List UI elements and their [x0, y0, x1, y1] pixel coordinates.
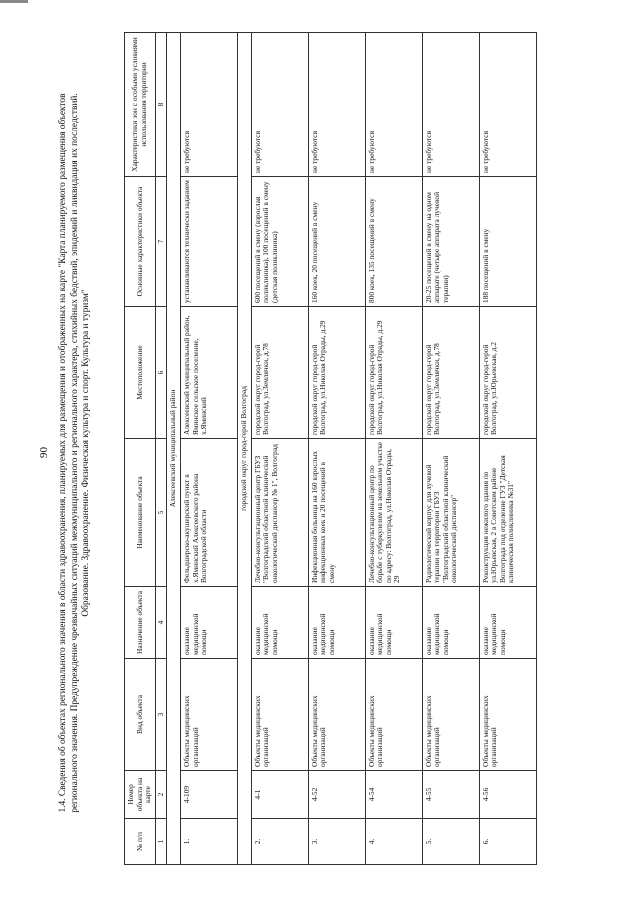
object-id: 4-56 [479, 771, 536, 819]
object-place: Алексеевский муниципальный район, Яминское сельское поселение, х.Яминский [180, 307, 237, 439]
table-row [479, 33, 536, 865]
object-name: Инфекционная больница на 160 взрослых инфекционных коек и 20 посещений в смену [308, 439, 365, 587]
object-place: городской округ город-герой Волгоград, ул.Землячки, д.78 [251, 307, 308, 439]
object-purpose: оказание медицинской помощи [251, 587, 308, 659]
object-place: городской округ город-герой Волгоград, ул.Юрьевская, д.2 [479, 307, 536, 439]
object-zones: не требуются [251, 33, 308, 177]
object-name: Фельдшерско-акушерский пункт в х.Яминский Алексеевского района Волгоградской области [180, 439, 237, 587]
table-row [251, 33, 308, 865]
column-number: 7 [155, 177, 167, 307]
column-number-row [155, 33, 167, 865]
object-kind: Объекты медицинских организаций [308, 659, 365, 771]
object-kind: Объекты медицинских организаций [365, 659, 422, 771]
column-number: 8 [155, 33, 167, 177]
object-zones: не требуются [422, 33, 479, 177]
object-name: Реконструкция нежилого здания по ул.Юрьевская, 2 в Советском районе Волгограда под отделение ГУЗ "Детская клиническая поликлиника №31" [479, 439, 536, 587]
section-label: Алексеевский муниципальный район [167, 33, 181, 865]
object-purpose: оказание медицинской помощи [422, 587, 479, 659]
object-kind: Объекты медицинских организаций [180, 659, 237, 771]
header-cell: Местоположение [125, 307, 156, 439]
column-number: 1 [155, 819, 167, 865]
object-chars: устанавливаются технически заданием [180, 177, 237, 307]
section-row [237, 33, 251, 865]
table-row [365, 33, 422, 865]
object-chars: 800 коек, 135 посещений в смену [365, 177, 422, 307]
page-number: 90 [38, 447, 50, 458]
header-cell: Назначение объекта [125, 587, 156, 659]
object-zones: не требуются [479, 33, 536, 177]
header-cell: Вид объекта [125, 659, 156, 771]
object-place: городской округ город-герой Волгоград, ул.Николая Отрады, д.29 [365, 307, 422, 439]
object-place: городской округ город-герой Волгоград, ул.Николая Отрады, д.29 [308, 307, 365, 439]
object-kind: Объекты медицинских организаций [251, 659, 308, 771]
object-id: 4-109 [180, 771, 237, 819]
section-heading: 1.4. Сведения об объектах регионального значения в области здравоохранения, планируемых для размещения и отображенных на карте "Карта планируемого размещения объектов регионального значения. Предупреждение чрезвычайных ситуаций межмуниципального и регионального характера, стихийных бедствий, эпидемий и ликвидация их последствий. Образование. Здравоохранение. Физическая культура и спорт. Культура и туризм" [58, 93, 92, 813]
object-purpose: оказание медицинской помощи [180, 587, 237, 659]
object-purpose: оказание медицинской помощи [308, 587, 365, 659]
column-number: 4 [155, 587, 167, 659]
header-cell: № п/п [125, 819, 156, 865]
object-id: 4-54 [365, 771, 422, 819]
row-number: 1. [180, 819, 237, 865]
object-purpose: оказание медицинской помощи [365, 587, 422, 659]
header-cell: Номер объекта на карте [125, 771, 156, 819]
object-zones: не требуются [308, 33, 365, 177]
column-number: 5 [155, 439, 167, 587]
table-row [422, 33, 479, 865]
table-row [180, 33, 237, 865]
object-chars: 20-25 посещений в смену на одном аппарате (четыре аппарата лучевой терапии) [422, 177, 479, 307]
object-zones: не требуются [180, 33, 237, 177]
header-cell: Основные характеристики объекта [125, 177, 156, 307]
object-id: 4-55 [422, 771, 479, 819]
column-number: 2 [155, 771, 167, 819]
object-chars: 160 коек, 20 посещений в смену [308, 177, 365, 307]
object-name: Радиологический корпус для лучевой терапии на территории ГБУЗ "Волгоградский областной клинический онкологический диспансер" [422, 439, 479, 587]
object-place: городской округ город-герой Волгоград, ул.Землячки, д.78 [422, 307, 479, 439]
row-number: 3. [308, 819, 365, 865]
objects-table [124, 32, 537, 865]
object-chars: 188 посещений в смену [479, 177, 536, 307]
table-row [308, 33, 365, 865]
object-zones: не требуются [365, 33, 422, 177]
row-number: 5. [422, 819, 479, 865]
column-number: 3 [155, 659, 167, 771]
row-number: 6. [479, 819, 536, 865]
row-number: 4. [365, 819, 422, 865]
section-label: городской округ город-герой Волгоград [237, 33, 251, 865]
object-purpose: оказание медицинской помощи [479, 587, 536, 659]
row-number: 2. [251, 819, 308, 865]
column-number: 6 [155, 307, 167, 439]
header-cell: Наименование объекта [125, 439, 156, 587]
object-id: 4-52 [308, 771, 365, 819]
header-cell: Характеристики зон с особыми условиями использования территории [125, 33, 156, 177]
object-chars: 600 посещений в смену (взрослая поликлиника), 100 посещений в смену (детская поликлиника) [251, 177, 308, 307]
object-name: Лечебно-консультационный центр ГБУЗ "Волгоградский областной клинический онкологический диспансер № 1", Волгоград [251, 439, 308, 587]
header-row [125, 33, 156, 865]
section-row [167, 33, 181, 865]
object-id: 4-1 [251, 771, 308, 819]
object-kind: Объекты медицинских организаций [479, 659, 536, 771]
object-kind: Объекты медицинских организаций [422, 659, 479, 771]
object-name: Лечебно-консультационный центр по борьбе с туберкулезом на земельном участке по адресу: Волгоград, ул.Николая Отрады, 29 [365, 439, 422, 587]
